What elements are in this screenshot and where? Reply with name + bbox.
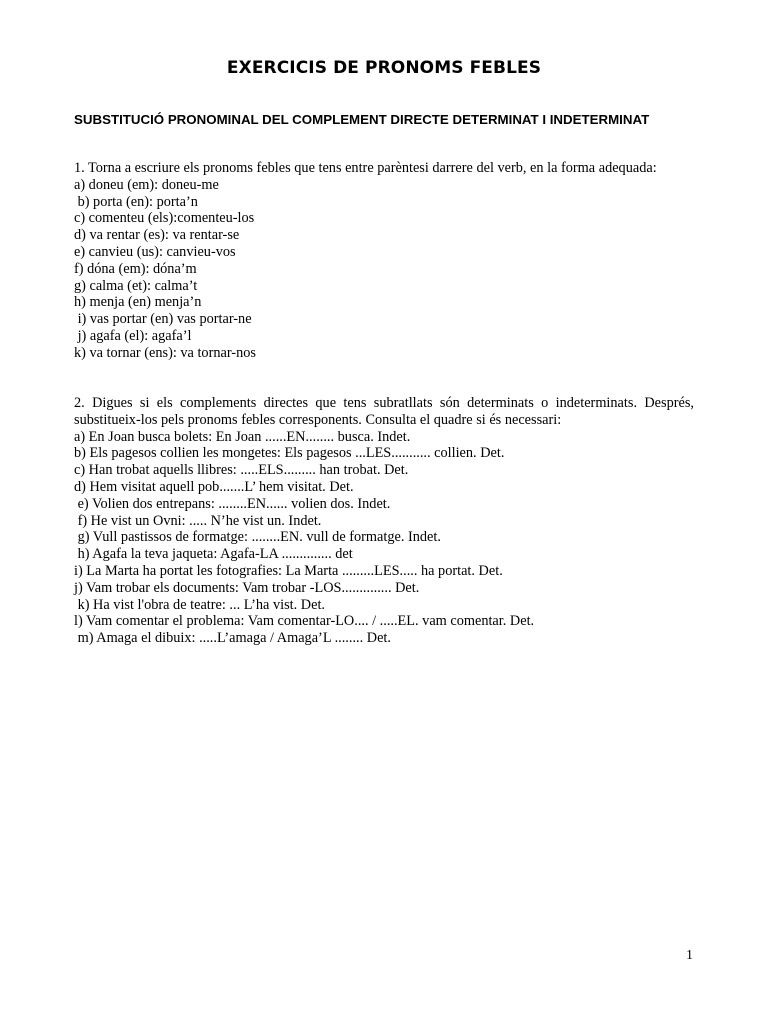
exercise-1-item: k) va tornar (ens): va tornar-nos [74, 344, 256, 361]
exercise-2-item: d) Hem visitat aquell pob.......L’ hem visitat. Det. [74, 478, 354, 495]
exercise-1-item: e) canvieu (us): canvieu-vos [74, 243, 236, 260]
exercise-2-item: h) Agafa la teva jaqueta: Agafa-LA .............. det [74, 546, 353, 563]
exercise-2-item: c) Han trobat aquells llibres: .....ELS......... han trobat. Det. [74, 462, 409, 479]
exercise-2-item: l) Vam comentar el problema: Vam comentar-LO.... / .....EL. vam comentar. Det. [74, 613, 535, 630]
exercise-1-instructions: 1. Torna a escriure els pronoms febles que tens entre parèntesi darrere del verb, en la forma adequada: [74, 160, 657, 176]
exercise-1-item: i) vas portar (en) vas portar-ne [74, 311, 252, 328]
exercise-2-item: j) Vam trobar els documents: Vam trobar -LOS.............. Det. [74, 579, 420, 596]
exercise-2-instructions: 2. Digues si els complements directes que tens subratllats són determinats o indeterminats. Després, substitueix-los pels pronoms febles corresponents. Consulta el quadre si és necessari: [74, 395, 694, 428]
exercise-1-item: b) porta (en): porta’n [74, 193, 198, 210]
exercise-2-item: g) Vull pastissos de formatge: ........EN. vull de formatge. Indet. [74, 529, 441, 546]
exercise-2-item: b) Els pagesos collien les mongetes: Els pagesos ...LES........... collien. Det. [74, 445, 505, 462]
exercise-2-item: m) Amaga el dibuix: .....L’amaga / Amaga’L ........ Det. [74, 630, 391, 647]
exercise-1-item: c) comenteu (els):comenteu-los [74, 210, 255, 227]
exercise-1-item: f) dóna (em): dóna’m [74, 260, 197, 277]
exercise-2 [74, 395, 694, 647]
exercise-1 [74, 160, 694, 362]
page-number: 1 [686, 948, 693, 963]
exercise-2-item: k) Ha vist l'obra de teatre: ... L’ha vist. Det. [74, 596, 325, 613]
exercise-1-item: g) calma (et): calma’t [74, 277, 198, 294]
exercise-1-item: d) va rentar (es): va rentar-se [74, 227, 240, 244]
exercise-2-item: i) La Marta ha portat les fotografies: La Marta .........LES..... ha portat. Det. [74, 562, 503, 579]
exercise-1-item: j) agafa (el): agafa’l [74, 327, 192, 344]
exercise-2-item: f) He vist un Ovni: ..... N’he vist un. Indet. [74, 512, 322, 529]
exercise-2-item: a) En Joan busca bolets: En Joan ......EN........ busca. Indet. [74, 428, 411, 445]
section-subtitle: SUBSTITUCIÓ PRONOMINAL DEL COMPLEMENT DIRECTE DETERMINAT I INDETERMINAT [74, 112, 650, 127]
page-title: EXERCICIS DE PRONOMS FEBLES [226, 58, 542, 78]
exercise-1-item: a) doneu (em): doneu-me [74, 176, 219, 193]
exercise-2-item: e) Volien dos entrepans: ........EN...... volien dos. Indet. [74, 495, 391, 512]
exercise-1-item: h) menja (en) menja’n [74, 294, 202, 311]
